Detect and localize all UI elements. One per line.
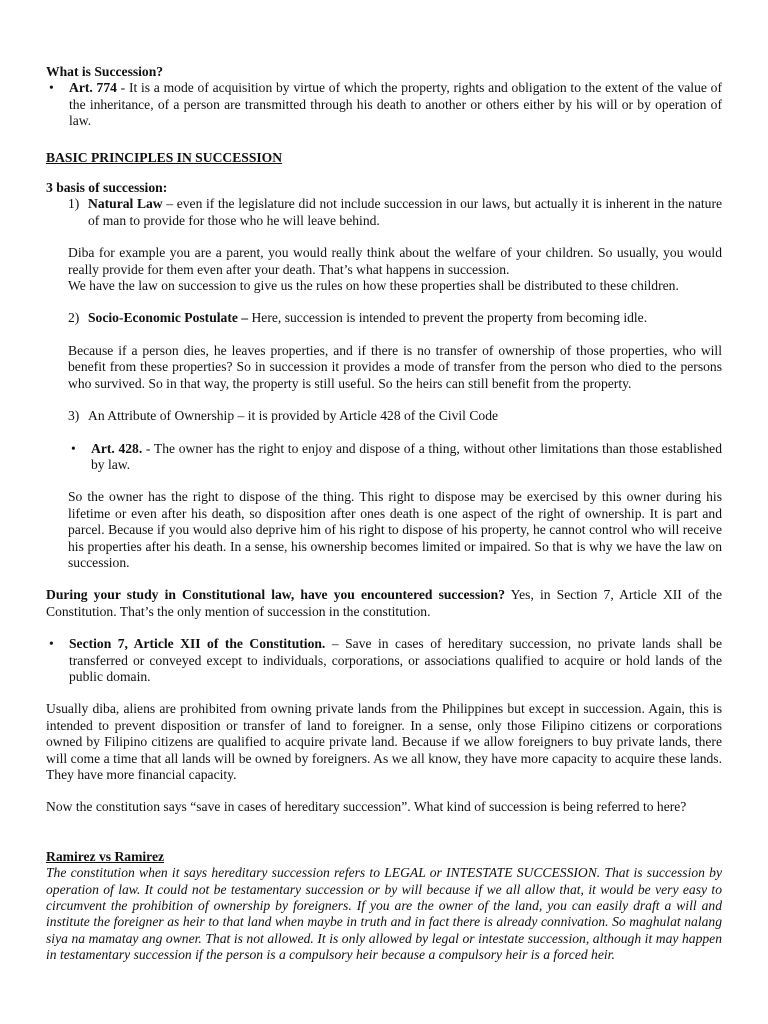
item-socio-economic bbox=[46, 310, 722, 326]
section-7-text: – Save in cases of hereditary succession, no private lands shall be transferred or conveyed except to individuals, corporations, or associations qualified to acquire or hold lands of the public domain. bbox=[69, 636, 722, 684]
now-constitution-paragraph: Now the constitution says “save in cases of hereditary succession”. What kind of succession is being referred to here? bbox=[46, 799, 687, 815]
bullet-icon: • bbox=[49, 636, 54, 652]
aliens-paragraph: Usually diba, aliens are prohibited from owning private lands from the Philippines but except in succession. Again, this is intended to prevent disposition or transfer of land to foreigner. In a sense, only those Filipino citizens or corporations owned by Filipino citizens are qualified to acquire private land. Because if we allow foreigners to buy private lands, there will come a time that all lands will be owned by foreigners. As we all know, they have more capacity to acquire these lands. They have more financial capacity. bbox=[46, 701, 722, 782]
item-attribute-ownership bbox=[46, 408, 722, 424]
case-ruling: The constitution when it says hereditary succession refers to LEGAL or INTESTATE SUCCESSION. That is succession by operation of law. It could not be testamentary succession or by will because if we all allow that, it would be very easy to circumvent the prohibition of ownership by foreigners. If you are the owner of the land, you can easily draft a will and institute the foreigner as heir to that land when maybe in truth and in fact there is already connivation. So maghulat nalang siya na mamatay ang owner. That is not allowed. It is only allowed by legal or intestate succession, although it may happen in testamentary succession if the person is a compulsory heir because a compulsory heir is a forced heir. bbox=[46, 865, 722, 963]
item-number: 2) bbox=[68, 310, 80, 326]
attribute-ownership-text: An Attribute of Ownership – it is provided by Article 428 of the Civil Code bbox=[88, 408, 499, 424]
bullet-icon: • bbox=[71, 440, 76, 456]
section-7-label: Section 7, Article XII of the Constitution. bbox=[69, 636, 326, 652]
basic-principles-heading: BASIC PRINCIPLES IN SUCCESSION bbox=[46, 149, 283, 165]
natural-law-text: – even if the legislature did not include succession in our laws, but actually it is inherent in the nature of man to provide for those who he will leave behind. bbox=[88, 196, 723, 228]
art-428-label: Art. 428. bbox=[91, 440, 143, 456]
document-page bbox=[46, 64, 722, 964]
art-774-text: - It is a mode of acquisition by virtue of which the property, rights and obligation to the extent of the value of the inheritance, of a person are transmitted through his death to another or others either by his will or by operation of law. bbox=[69, 80, 722, 129]
art-774-label: Art. 774 bbox=[69, 80, 117, 96]
constitutional-question: During your study in Constitutional law, have you encountered succession? Yes, in Section 7, Article XII of the Constitution. That’s the only mention of succession in the constitution. bbox=[46, 587, 723, 619]
section-7-bullet bbox=[46, 636, 722, 685]
natural-law-label: Natural Law bbox=[88, 196, 163, 212]
basis-heading: 3 basis of succession: bbox=[46, 180, 168, 196]
item-number: 3) bbox=[68, 408, 80, 424]
art-774-bullet bbox=[46, 80, 722, 129]
what-is-succession-heading: What is Succession? bbox=[46, 64, 164, 79]
diba-paragraph: Diba for example you are a parent, you would really think about the welfare of your children. So usually, you would really provide for them even after your death. That’s what happens in succession. We have the law on succession to give us the rules on how these properties shall be distributed to these children. bbox=[68, 245, 722, 294]
because-paragraph: Because if a person dies, he leaves properties, and if there is no transfer of ownership of those properties, who will benefit from these properties? So in succession it provides a mode of transfer from the person who died to the persons who survived. So in that way, the property is still useful. So the heirs can still benefit from the property. bbox=[68, 342, 722, 391]
item-natural-law bbox=[46, 196, 722, 229]
case-title: Ramirez vs Ramirez bbox=[46, 848, 165, 864]
art-428-bullet bbox=[68, 441, 722, 474]
bullet-icon: • bbox=[49, 80, 54, 96]
art-428-text: - The owner has the right to enjoy and dispose of a thing, without other limitations than those established by law. bbox=[91, 440, 722, 472]
owner-paragraph: So the owner has the right to dispose of the thing. This right to dispose may be exercised by this owner during his lifetime or even after his death, so disposition after ones death is one aspect of the right of ownership. It is part and parcel. Because if you would also deprive him of his right to dispose of his property, he cannot control who will receive his properties after his death. In a sense, his ownership becomes limited or impaired. So that is why we have the law on succession. bbox=[68, 489, 722, 570]
socio-economic-label: Socio-Economic Postulate – bbox=[88, 310, 249, 326]
item-number: 1) bbox=[68, 196, 80, 212]
socio-economic-text: Here, succession is intended to prevent the property from becoming idle. bbox=[248, 310, 648, 326]
